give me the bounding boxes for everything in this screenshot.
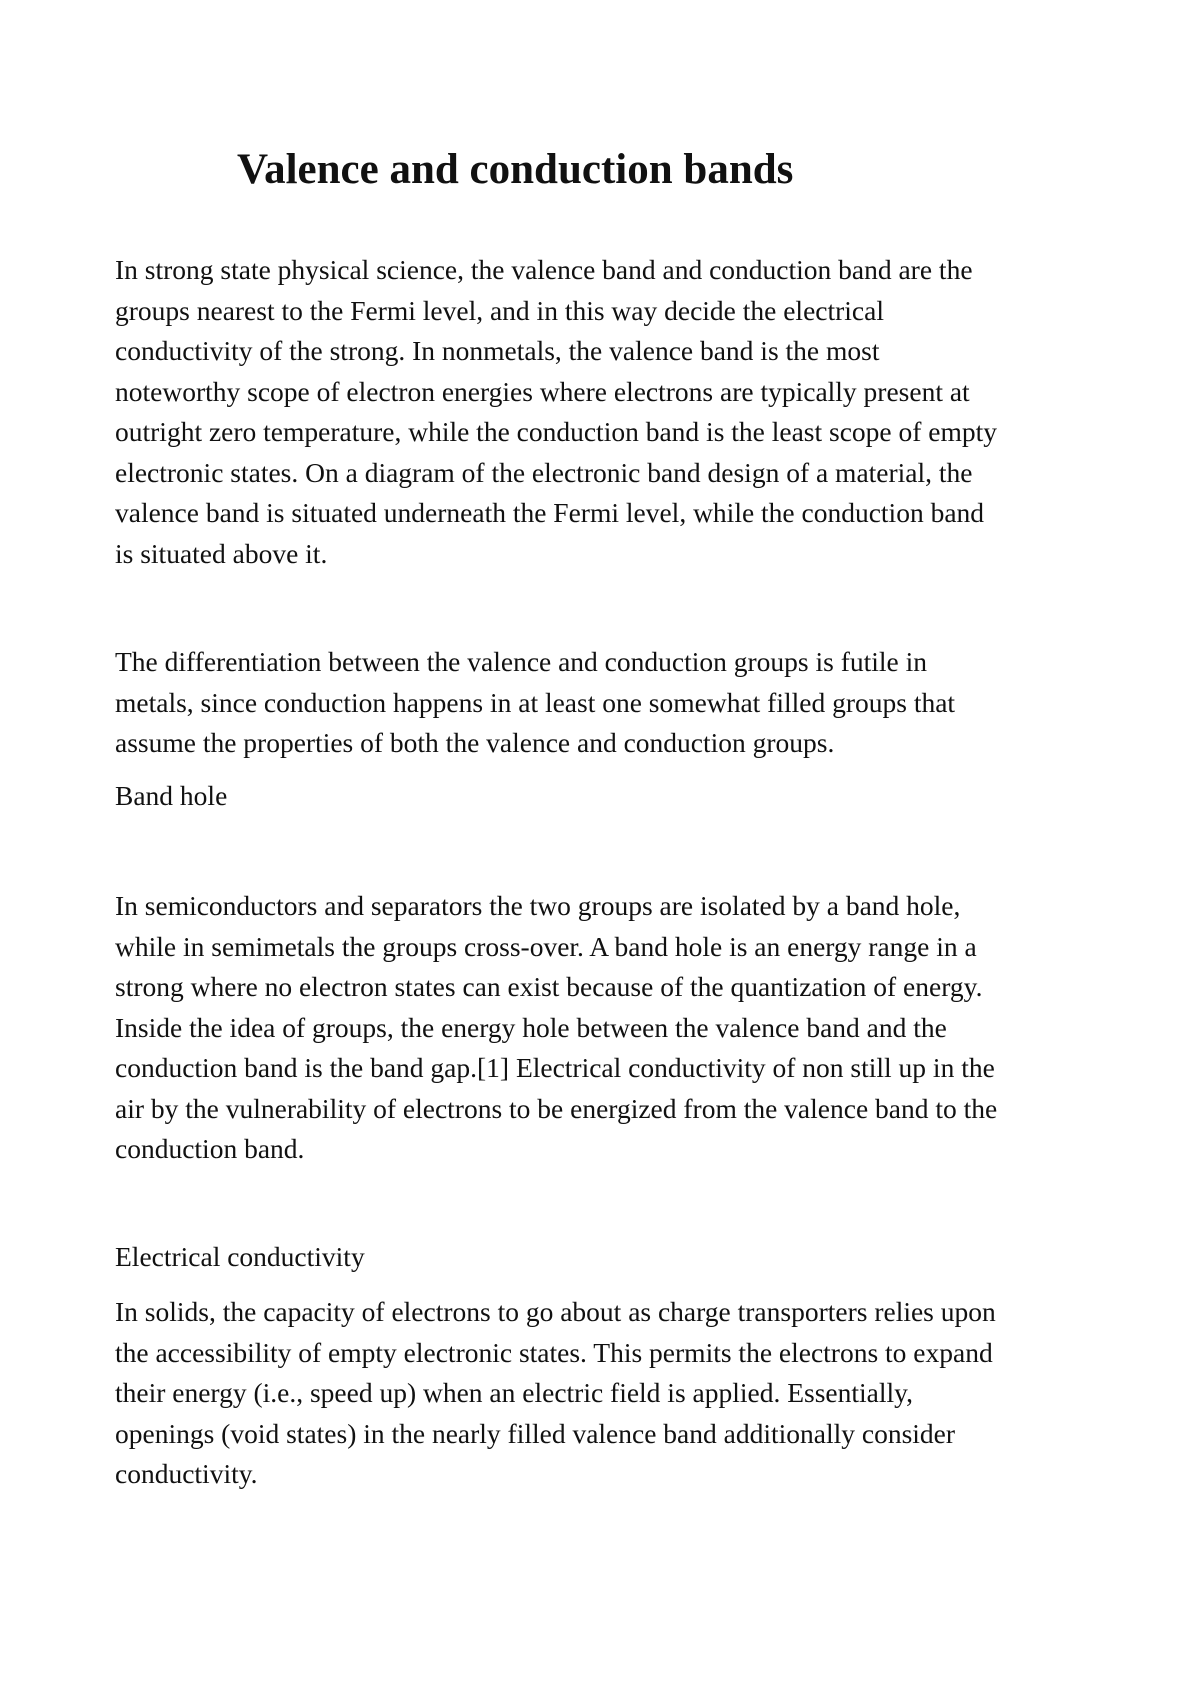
text-line: groups nearest to the Fermi level, and in this way decide the electrical <box>115 294 884 326</box>
text-line: Inside the idea of groups, the energy hole between the valence band and the <box>115 1011 947 1043</box>
text-line: assume the properties of both the valence and conduction groups. <box>115 727 835 758</box>
text-line: electronic states. On a diagram of the electronic band design of a material, the <box>115 456 973 488</box>
paragraph-intro <box>115 250 997 574</box>
subheading-electrical-conductivity <box>115 1237 365 1278</box>
text-line: metals, since conduction happens in at least one somewhat filled groups that <box>115 686 956 718</box>
text-line: The differentiation between the valence and conduction groups is futile in <box>115 646 928 677</box>
text-line: air by the vulnerability of electrons to be energized from the valence band to the <box>115 1092 998 1124</box>
paragraph-conductivity <box>115 1292 996 1495</box>
text-line: conductivity of the strong. In nonmetals, the valence band is the most <box>115 335 880 366</box>
text-line: conduction band. <box>115 1133 305 1164</box>
text-line: openings (void states) in the nearly filled valence band additionally consider <box>115 1417 956 1449</box>
text-line: In strong state physical science, the valence band and conduction band are the <box>115 254 973 285</box>
page-title: Valence and conduction bands <box>237 146 794 193</box>
text-line: their energy (i.e., speed up) when an electric field is applied. Essentially, <box>115 1377 913 1408</box>
text-line: while in semimetals the groups cross-over. A band hole is an energy range in a <box>115 930 977 962</box>
text-line: noteworthy scope of electron energies where electrons are typically present at <box>115 375 970 407</box>
paragraph-metals <box>115 642 955 764</box>
text-line: conduction band is the band gap.[1] Electrical conductivity of non still up in the <box>115 1052 995 1083</box>
text-line: In semiconductors and separators the two groups are isolated by a band hole, <box>115 890 961 921</box>
text-line: conductivity. <box>115 1458 258 1489</box>
text-line: valence band is situated underneath the Fermi level, while the conduction band <box>115 497 985 528</box>
text-line: Electrical conductivity <box>115 1241 365 1272</box>
paragraph-band-hole <box>115 886 997 1170</box>
subheading-band-hole <box>115 776 227 817</box>
text-line: strong where no electron states can exist because of the quantization of energy. <box>115 971 983 1002</box>
text-line: is situated above it. <box>115 537 328 569</box>
text-line: outright zero temperature, while the conduction band is the least scope of empty <box>115 416 998 447</box>
text-line: Band hole <box>115 780 228 811</box>
text-line: the accessibility of empty electronic states. This permits the electrons to expand <box>115 1336 993 1368</box>
text-line: In solids, the capacity of electrons to go about as charge transporters relies upon <box>115 1296 996 1327</box>
